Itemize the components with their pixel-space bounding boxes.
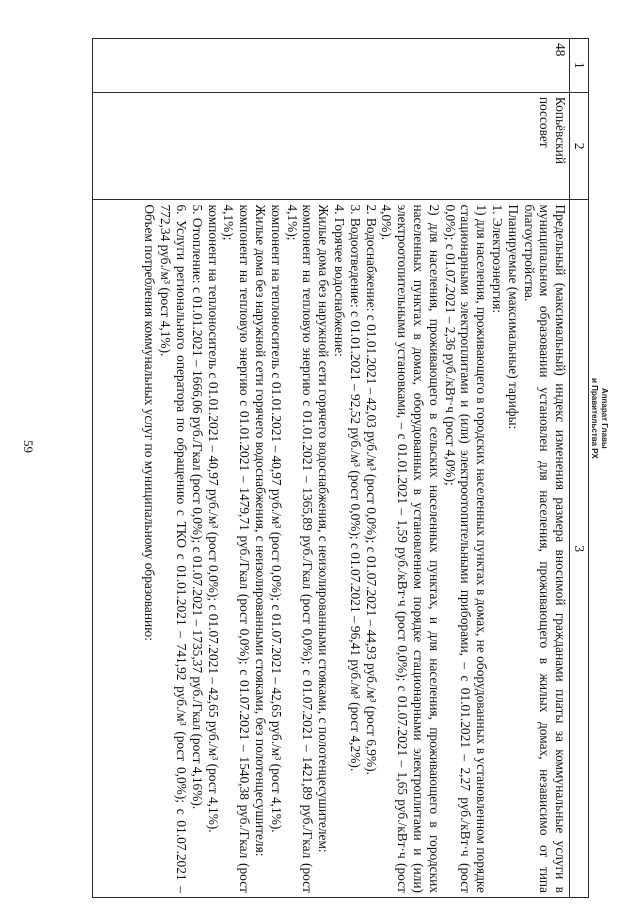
settlement-name: Копьёвский поссовет — [93, 92, 570, 200]
page-number: 59 — [21, 440, 36, 453]
stamp-line-1: Аппарат Главы — [600, 387, 609, 449]
table-header-row — [570, 39, 589, 898]
tariff-table — [92, 38, 589, 898]
stamp-line-2: и Правительства РХ — [590, 378, 599, 459]
text-line: Планируемые (максимальные) тарифы: — [505, 204, 521, 430]
text-line: 5. Отопление: с 01.01.2021 – 1666,06 руб./Гкал (рост 0,0%); с 01.07.2021 – 1735,37 руб./Гкал (рост 4,16%). — [189, 204, 205, 810]
text-line: 2) для населения, проживающего в сельских населенных пунктах, и для населения, проживающего в городских населенных пунктах в домах, оборудованных в установленном порядке стационарными электроплитами и (или) электроотопительными установками, – с 01.01.2021 – 1,59 руб./кВт·ч (рост 0,0%); с 01.07.2021 – 1,65 руб./кВт·ч (рост 4,0%). — [379, 204, 442, 893]
text-line: 1) для населения, проживающего в городских населенных пунктах в домах, не оборудованных в установленном порядке стационарными электроплитами и (или) электроотопительными приборами, – с 01.01.2021 – 2,27 руб./кВт·ч (рост 0,0%); с 01.07.2021 – 2,36 руб./кВт·ч (рост 4,0%); — [442, 204, 490, 893]
table-row — [93, 39, 570, 898]
header-col-1: 1 — [570, 39, 589, 93]
text-line: Объем потребления коммунальных услуг по муниципальному образованию: — [142, 204, 158, 641]
text-line: 6. Услуги регионального оператора по обращению с ТКО с 01.01.2021 – 741,92 руб./м³ (рост 0,0%); с 01.07.2021 – 772,34 руб./м³ (рост 4,1%). — [158, 204, 190, 893]
row-index: 48 — [93, 39, 570, 93]
office-stamp — [589, 378, 609, 459]
text-line: Предельный (максимальный) индекс изменения размера вносимой гражданами платы за коммунальные услуги в муниципальном образовании установлен для населения, проживающего в жилых домах, независимо от типа благоустройства. — [521, 204, 569, 893]
text-line: 1. Электроэнергия: — [490, 204, 506, 314]
text-line: компонент на тепловую энергию с 01.01.2021 – 1479,71 руб./Гкал (рост 0,0%); с 01.07.2021 – 1540,38 руб./Гкал (рост 4,1%); — [221, 204, 253, 893]
text-line: компонент на тепловую энергию с 01.01.2021 – 1365,89 руб./Гкал (рост 0,0%); с 01.07.2021 – 1421,89 руб./Гкал (рост 4,1%); — [284, 204, 316, 893]
header-col-3: 3 — [570, 200, 589, 898]
text-line: компонент на теплоноситель с 01.01.2021 – 40,97 руб./м³ (рост 0,0%); с 01.07.2021 – 42,65 руб./м³ (рост 4,1%). — [268, 204, 284, 833]
text-line: Жилые дома без наружной сети горячего водоснабжения, с неизолированными стояками, без полотенцесушителя: — [253, 204, 269, 857]
text-line: Жилые дома без наружной сети горячего водоснабжения, с неизолированными стояками, с полотенцесушителем: — [316, 204, 332, 853]
tariff-description — [93, 200, 570, 898]
text-line: 3. Водоотведение: с 01.01.2021 – 92,52 руб./м³ (рост 0,0%); с 01.07.2021 – 96,41 руб./м³ (рост 4,2%). — [347, 204, 363, 772]
text-line: компонент на теплоноситель с 01.01.2021 – 40,97 руб./м³ (рост 0,0%); с 01.07.2021 – 42,65 руб./м³ (рост 4,1%). — [205, 204, 221, 833]
header-col-2: 2 — [570, 92, 589, 200]
text-line: 2. Водоснабжение: с 01.01.2021 – 42,03 руб./м³ (рост 0,0%); с 01.07.2021 – 44,93 руб./м³ (рост 6,9%). — [363, 204, 379, 775]
text-line: 4. Горячее водоснабжение: — [332, 204, 348, 357]
rotated-table-wrapper — [92, 38, 589, 898]
